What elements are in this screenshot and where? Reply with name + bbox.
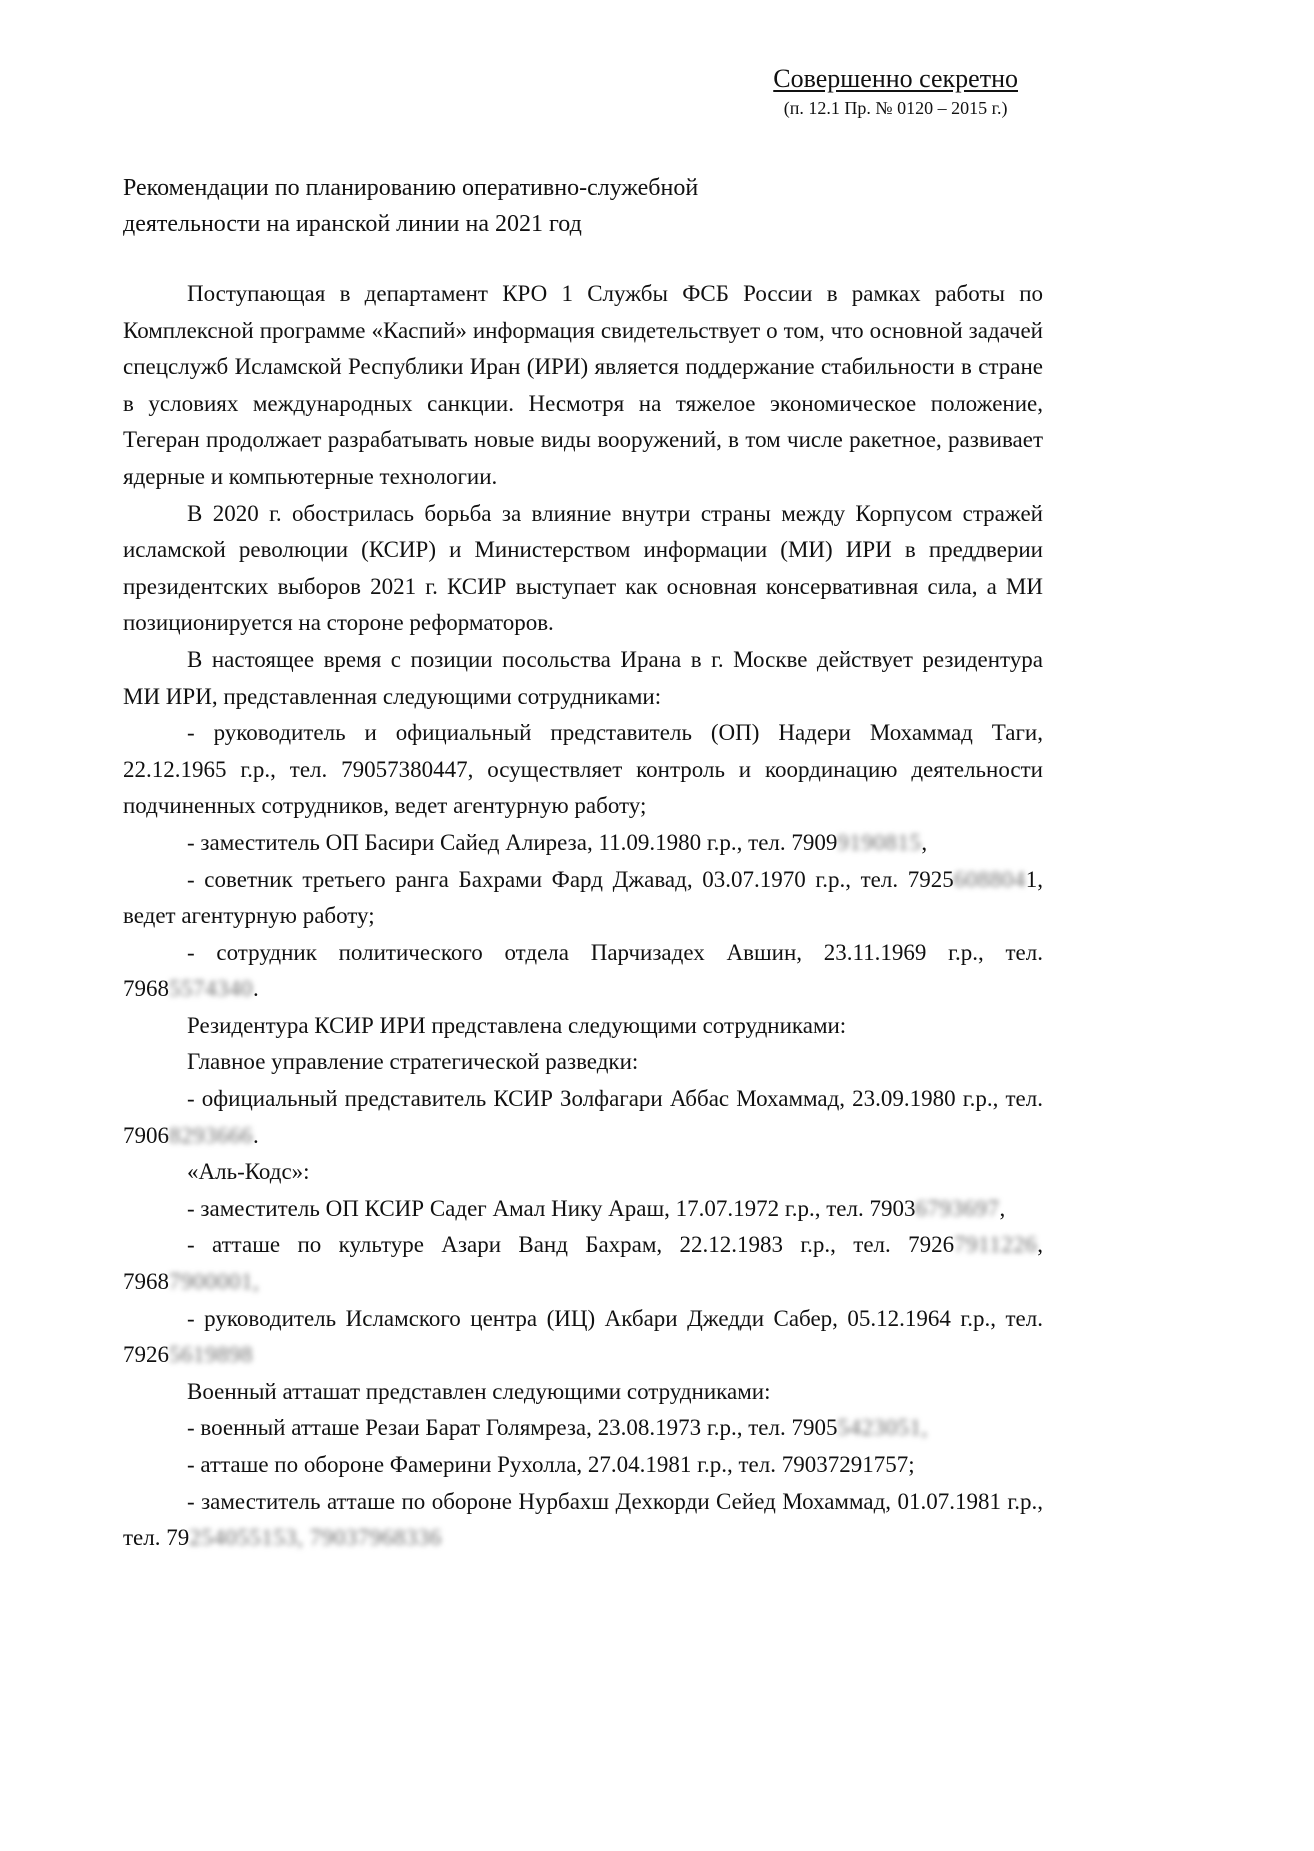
text-run: - руководитель Исламского центра (ИЦ) Акбари Джедди Сабер, 05.12.1964 г.р., тел. 7926 [123,1305,1043,1368]
text-run: - советник третьего ранга Бахрами Фард Джавад, 03.07.1970 г.р., тел. 7925 [187,866,954,892]
paragraph [123,1008,1043,1045]
stamp-text: Совершенно секретно [773,64,1018,93]
paragraph [123,935,1043,1008]
text-run: - сотрудник политического отдела Парчизадех Авшин, 23.11.1969 г.р., тел. 7968 [123,939,1043,1002]
paragraph [123,1044,1043,1081]
text-run: Поступающая в департамент КРО 1 Службы ФСБ России в рамках работы по Комплексной программе «Каспий» информация свидетельствует о том, что основной задачей спецслужб Исламской Республики Иран (ИРИ) является поддержание стабильности в стране в условиях международных санкции. Несмотря на тяжелое экономическое положение, Тегеран продолжает разрабатывать новые виды вооружений, в том числе ракетное, развивает ядерные и компьютерные технологии. [123,281,1043,489]
text-run: Резидентура КСИР ИРИ представлена следующими сотрудниками: [187,1012,847,1038]
paragraph [123,1484,1043,1557]
paragraph [123,1374,1043,1411]
text-run: - руководитель и официальный представитель (ОП) Надери Мохаммад Таги, 22.12.1965 г.р., тел. 79057380447, осуществляет контроль и координацию деятельности подчиненных сотрудников, ведет агентурную работу; [123,720,1043,819]
text-run: - атташе по обороне Фамерини Рухолла, 27.04.1981 г.р., тел. 79037291757; [187,1452,915,1477]
paragraph [123,1447,1043,1484]
text-run: - заместитель ОП Басири Сайед Алиреза, 11.09.1980 г.р., тел. 7909 [187,829,838,855]
paragraph [123,1154,1043,1191]
text-run: , [921,829,928,855]
text-run: . [253,1122,259,1148]
paragraph [123,276,1043,496]
text-run: . [253,976,259,1002]
paragraph [123,1301,1043,1374]
redacted-phone-digits: 608804 [953,866,1026,892]
text-run: В 2020 г. обострилась борьба за влияние внутри страны между Корпусом стражей исламской революции (КСИР) и Министерством информации (МИ) ИРИ в преддверии президентских выборов 2021 г. КСИР выступает как основная консервативная сила, а МИ позиционируется на стороне реформаторов. [123,500,1043,636]
redacted-phone-digits: 6793697 [915,1195,1000,1221]
text-run: - атташе по культуре Азари Ванд Бахрам, 22.12.1983 г.р., тел. 7926 [187,1232,955,1258]
title-line-2: деятельности на иранской линии на 2021 год [123,211,582,237]
text-run: Военный атташат представлен следующими сотрудниками: [187,1378,771,1404]
redacted-phone-digits: 5619898 [169,1342,253,1368]
redacted-phone-digits: 5423051, [837,1415,928,1441]
paragraph [123,642,1043,715]
redacted-phone-digits: 5574340 [169,976,253,1002]
redacted-phone-digits: 7900001, [169,1269,260,1295]
paragraph [123,496,1043,642]
redacted-phone-digits: 9190815 [837,829,922,855]
paragraph [123,1081,1043,1154]
paragraph [123,862,1043,935]
text-run: - заместитель атташе по обороне Нурбахш Дехкорди Сейед Мохаммад, 01.07.1981 г.р., тел. 79 [123,1488,1043,1551]
classification-stamp [773,64,1018,120]
text-run: - заместитель ОП КСИР Садег Амал Нику Араш, 17.07.1972 г.р., тел. 7903 [187,1195,916,1221]
text-run: - военный атташе Резаи Барат Голямреза, 23.08.1973 г.р., тел. 7905 [187,1415,838,1441]
redacted-phone-digits: 7911226 [954,1232,1038,1258]
paragraph [123,1410,1043,1447]
paragraph [123,825,1043,862]
text-run: , 7968 [123,1232,1043,1295]
paragraph [123,715,1043,825]
document-title [123,170,1043,242]
redacted-phone-digits: 254055153, 79037968336 [189,1525,442,1551]
text-run: - официальный представитель КСИР Золфагари Аббас Мохаммад, 23.09.1980 г.р., тел. 7906 [123,1086,1043,1148]
title-line-1: Рекомендации по планированию оперативно-служебной [123,175,699,201]
text-run: В настоящее время с позиции посольства Ирана в г. Москве действует резидентура МИ ИРИ, представленная следующими сотрудниками: [123,646,1043,709]
paragraph [123,1227,1043,1300]
text-run: «Аль-Кодс»: [187,1159,310,1185]
text-run: Главное управление стратегической разведки: [187,1049,639,1075]
stamp-reference: (п. 12.1 Пр. № 0120 – 2015 г.) [783,98,1008,118]
text-run: 1, ведет агентурную работу; [123,866,1043,929]
paragraph [123,1191,1043,1228]
document-body [123,276,1043,1557]
text-run: , [999,1195,1006,1221]
redacted-phone-digits: 8293666 [169,1122,253,1148]
